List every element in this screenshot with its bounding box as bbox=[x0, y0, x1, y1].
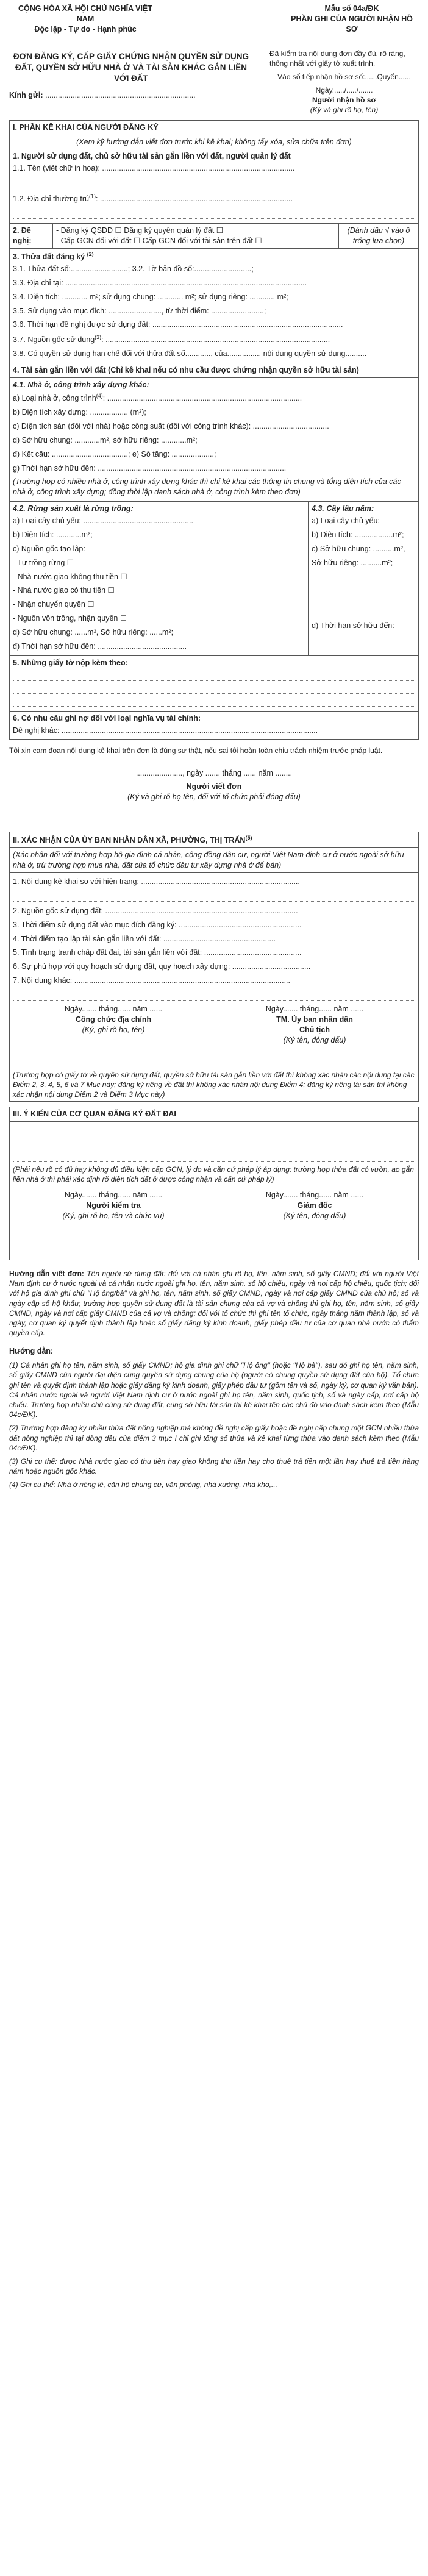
verify-declaration-line[interactable] bbox=[13, 891, 415, 902]
guide-item-1: (1) Cá nhân ghi họ tên, năm sinh, số giấy CMND; hộ gia đình ghi chữ "Hộ ông" (hoặc "Hộ bà"), sau đó ghi họ tên, năm sinh, số giấy CMND của người đại diện cùng quyền sử dụng chung của hộ (người có chung quyền sử dụng đất của hộ). Tổ chức ghi tên và quyết định thành lập hoặc giấy đăng ký kinh doanh, giấy phép đầu tư (gồm tên và số, ngày ký, cơ quan ký văn bản). Cá nhân nước ngoài và người Việt Nam định cư ở nước ngoài ghi họ tên, năm sinh, quốc tịch, số và ngày cấp, nơi cấp hộ chiếu. Trường hợp nhiều chủ cùng sử dụng đất, cùng sở hữu tài sản thì kê khai tên các chủ đó vào danh sách kèm theo (Mẫu 04c/ĐK). bbox=[9, 1361, 419, 1419]
director-sign-note: (Ký tên, đóng dấu) bbox=[283, 1211, 346, 1221]
writing-guide bbox=[9, 1269, 419, 1338]
part-3-heading: III. Ý KIẾN CỦA CƠ QUAN ĐĂNG KÝ ĐẤT ĐAI bbox=[13, 1110, 176, 1119]
inspector-title: Người kiểm tra bbox=[86, 1201, 141, 1210]
part-2-box bbox=[9, 832, 419, 1102]
guide-item-2: (2) Trường hợp đăng ký nhiều thửa đất nông nghiệp mà không đề nghị cấp giấy hoặc đề nghị cấp chung một GCN nhiều thửa đất nông nghiệp thì tại dòng đầu của điểm 3 mục I chỉ ghi tổng số thửa và kê khai từng thửa vào danh sách kèm theo (Mẫu 04c/ĐK). bbox=[9, 1424, 419, 1452]
committee-title: TM. Ủy ban nhân dân bbox=[276, 1015, 353, 1024]
inspector-sign-note: (Ký, ghi rõ họ, tên và chức vụ) bbox=[62, 1211, 165, 1221]
section-3-title: 3. Thửa đất đăng ký $^{(2)}$ bbox=[13, 251, 94, 262]
address-field-line[interactable] bbox=[13, 209, 415, 219]
parcel-area-field[interactable]: 3.4. Diện tích: ............ m²; sử dụng chung: ............ m²; sử dụng riêng: ............ m²; bbox=[13, 292, 288, 301]
section-2-label: 2. Đề nghị: bbox=[10, 224, 53, 248]
parcel-number-field[interactable]: 3.1. Thửa đất số:...........................; 3.2. Tờ bản đồ số:...........................; bbox=[13, 264, 254, 273]
forest-origin-free[interactable]: - Nhà nước giao không thu tiền ☐ bbox=[13, 572, 127, 581]
request-options-1[interactable]: - Đăng ký QSDĐ ☐ Đăng ký quyền quản lý đất ☐ bbox=[56, 226, 223, 235]
cadastral-sign-note: (Ký, ghi rõ họ, tên) bbox=[82, 1025, 145, 1034]
verify-dispute-field[interactable]: 5. Tình trạng tranh chấp đất đai, tài sản gắn liền với đất: .............................................. bbox=[13, 948, 302, 957]
forest-term-field[interactable]: đ) Thời hạn sở hữu đến: .......................................... bbox=[13, 641, 187, 651]
attachments-line-2[interactable] bbox=[13, 683, 415, 694]
building-type-field[interactable]: a) Loại nhà ở, công trình$^{(4)}$: ............................................................................................ bbox=[13, 392, 302, 403]
forest-tree-type-field[interactable]: a) Loại cây chủ yếu: .................................................... bbox=[13, 516, 193, 525]
applicant-sign-note: (Ký và ghi rõ họ tên, đối với tổ chức phải đóng dấu) bbox=[127, 793, 301, 802]
perennial-type-field[interactable]: a) Loại cây chủ yếu: bbox=[312, 516, 380, 525]
attachments-line-1[interactable] bbox=[13, 671, 415, 681]
part-3-box bbox=[9, 1107, 419, 1260]
opinion-line-3[interactable] bbox=[13, 1152, 415, 1162]
chairman-title: Chủ tịch bbox=[299, 1025, 330, 1034]
receiver-section-title: PHẦN GHI CỦA NGƯỜI NHẬN HỒ SƠ bbox=[291, 14, 413, 34]
forest-origin-transfer[interactable]: - Nhận chuyển quyền ☐ bbox=[13, 600, 95, 609]
guide-item-3: (3) Ghi cụ thể: được Nhà nước giao có thu tiền hay giao không thu tiền hay cho thuê trả tiền một lần hay thuê trả tiền hàng năm hoặc nguồn gốc khác. bbox=[9, 1457, 419, 1476]
nation-title: CỘNG HÒA XÃ HỘI CHỦ NGHĨA VIỆT NAM bbox=[18, 4, 152, 23]
section-4-1-title: 4.1. Nhà ở, công trình xây dựng khác: bbox=[13, 380, 149, 390]
director-date: Ngày....... tháng...... năm ...... bbox=[265, 1191, 364, 1200]
part-1-heading: I. PHẦN KÊ KHAI CỦA NGƯỜI ĐĂNG KÝ bbox=[13, 123, 159, 132]
checkbox-instruction: (Đánh dấu √ vào ô trống lựa chọn) bbox=[347, 226, 410, 246]
motto-divider: --------------- bbox=[62, 35, 109, 44]
forest-origin-self[interactable]: - Tự trồng rừng ☐ bbox=[13, 558, 74, 567]
forest-origin-capital[interactable]: - Nguồn vốn trồng, nhận quyền ☐ bbox=[13, 614, 127, 623]
other-request-field[interactable]: Đề nghị khác: ......................................................................................................................... bbox=[13, 726, 318, 735]
section-4-3-title: 4.3. Cây lâu năm: bbox=[312, 504, 374, 513]
attachments-line-3[interactable] bbox=[13, 696, 415, 707]
cadastral-officer-title: Công chức địa chính bbox=[75, 1015, 152, 1024]
applicant-title: Người viết đơn bbox=[186, 782, 242, 791]
perennial-common-field[interactable]: c) Sở hữu chung: ..........m², bbox=[312, 544, 405, 553]
restricted-use-field[interactable]: 3.8. Có quyền sử dụng hạn chế đối với thửa đất số............, của..............., nội dung quyền sử dụng.......... bbox=[13, 349, 367, 359]
forest-area-field[interactable]: b) Diện tích: ............m²; bbox=[13, 530, 93, 539]
verify-other-field[interactable]: 7. Nội dung khác: ...................................................................................................... bbox=[13, 976, 291, 985]
verify-declaration-field[interactable]: 1. Nội dung kê khai so với hiện trạng: ........................................................................... bbox=[13, 877, 300, 886]
section-6-title: 6. Có nhu cầu ghi nợ đối với loại nghĩa vụ tài chính: bbox=[13, 713, 201, 722]
section-4-2-title: 4.2. Rừng sản xuất là rừng trồng: bbox=[13, 504, 134, 513]
part-1-note: (Xem kỹ hướng dẫn viết đơn trước khi kê khai; không tẩy xóa, sửa chữa trên đơn) bbox=[10, 135, 418, 149]
part-1-box bbox=[9, 120, 419, 740]
kinh-gui-label: Kính gửi: bbox=[9, 91, 43, 100]
receiver-title: Người nhận hồ sơ bbox=[312, 96, 377, 105]
perennial-private-field[interactable]: Sở hữu riêng: ..........m²; bbox=[312, 558, 393, 567]
part-3-note: (Phải nêu rõ có đủ hay không đủ điều kiện cấp GCN, lý do và căn cứ pháp lý áp dụng; trường hợp thửa đất có vườn, ao gắn liền nhà ở thì phải xác định rõ diện tích đất ở được công nhận và căn cứ pháp lý) bbox=[13, 1165, 414, 1184]
name-field[interactable]: 1.1. Tên (viết chữ in hoa): ........................................................................................... bbox=[13, 164, 295, 173]
verify-use-time-field[interactable]: 3. Thời điểm sử dụng đất vào mục đích đăng ký: .......................................................... bbox=[13, 920, 302, 929]
part-2-heading: II. XÁC NHẬN CỦA ỦY BAN NHÂN DÂN XÃ, PHƯỜNG, THỊ TRẤN$^{(5)}$ bbox=[13, 835, 252, 845]
floor-area-field[interactable]: c) Diện tích sàn (đối với nhà) hoặc công suất (đối với công trình khác): .................................... bbox=[13, 421, 329, 430]
receiver-sign-note: (Ký và ghi rõ họ, tên) bbox=[310, 105, 379, 115]
building-ownership-field[interactable]: d) Sở hữu chung: ............m², sở hữu riêng: ............m²; bbox=[13, 435, 198, 444]
applicant-date: ......................, ngày ....... tháng ...... năm ........ bbox=[135, 768, 293, 777]
writing-guide-heading: Hướng dẫn viết đơn: bbox=[9, 1269, 84, 1279]
cadastral-date: Ngày....... tháng...... năm ...... bbox=[64, 1005, 163, 1014]
guide-item-4: (4) Ghi cụ thể: Nhà ở riêng lẻ, căn hộ chung cư, văn phòng, nhà xưởng, nhà kho,... bbox=[9, 1480, 277, 1490]
kinh-gui-field[interactable]: ....................................................................... bbox=[45, 91, 196, 100]
section-4-title: 4. Tài sản gắn liền với đất (Chỉ kê khai nếu có nhu cầu được chứng nhận quyền sở hữu tài sản) bbox=[10, 363, 418, 377]
land-use-term-field[interactable]: 3.6. Thời hạn đề nghị được sử dụng đất: .......................................................................................... bbox=[13, 320, 343, 329]
land-origin-field[interactable]: 3.7. Nguồn gốc sử dụng$^{(3)}$: .......................................................................................................... bbox=[13, 334, 330, 344]
motto: Độc lập - Tự do - Hạnh phúc bbox=[34, 24, 137, 34]
form-page bbox=[9, 0, 419, 1490]
land-use-purpose-field[interactable]: 3.5. Sử dụng vào mục đích: ........................., từ thời điểm: .........................; bbox=[13, 306, 266, 315]
form-title: ĐƠN ĐĂNG KÝ, CẤP GIẤY CHỨNG NHẬN QUYỀN SỬ DỤNG ĐẤT, QUYỀN SỞ HỮU NHÀ Ở VÀ TÀI SẢN KHÁC GẮN LIỀN VỚI ĐẤT bbox=[13, 51, 249, 83]
building-note: (Trường hợp có nhiều nhà ở, công trình xây dựng khác thì chỉ kê khai các thông tin chung và tổng diện tích của các nhà ở, công trình xây dựng; đồng thời lập danh sách nhà ở, công trình kèm theo đơn) bbox=[13, 477, 401, 497]
request-options-2[interactable]: - Cấp GCN đối với đất ☐ Cấp GCN đối với tài sản trên đất ☐ bbox=[56, 237, 262, 246]
opinion-line-1[interactable] bbox=[13, 1126, 415, 1136]
director-title: Giám đốc bbox=[297, 1201, 332, 1210]
name-field-line[interactable] bbox=[13, 178, 415, 188]
writing-guide-text: Tên người sử dụng đất: đối với cá nhân ghi rõ họ, tên, năm sinh, số giấy CMND; đối với người Việt Nam định cư ở nước ngoài và cá nhân nước ngoài ghi họ, tên, năm sinh, số hộ chiếu, ngày và nơi cấp hộ chiếu, quốc tịch; đối với hộ gia đình ghi chữ "Hộ ông/bà" và ghi họ, tên, năm sinh, số giấy CMND, ngày và nơi cấp giấy CMND của chủ hộ; số và ngày cấp sổ hộ khẩu; trường hợp quyền sử dụng đất là tài sản chung của cả vợ và chồng thì ghi họ, tên, năm sinh, số giấy CMND, ngày và nơi cấp giấy CMND của cả vợ và chồng; đối với tổ chức thì ghi tên tổ chức, ngày tháng năm thành lập, số và ngày, cơ quan ký quyết định thành lập hoặc số giấy đăng ký kinh doanh, giấy phép đầu tư của cơ quan nhà nước có thẩm quyền cấp. bbox=[9, 1269, 419, 1338]
verify-origin-field[interactable]: 2. Nguồn gốc sử dụng đất: ........................................................................................... bbox=[13, 906, 298, 915]
perennial-area-field[interactable]: b) Diện tích: ..................m²; bbox=[312, 530, 404, 539]
receiver-register-text: Vào sổ tiếp nhận hồ sơ số:......Quyển...... bbox=[277, 72, 411, 81]
address-field[interactable]: 1.2. Địa chỉ thường trú$^{(1)}$: ........................................................................................... bbox=[13, 193, 293, 204]
building-area-field[interactable]: b) Diện tích xây dựng: .................. (m²); bbox=[13, 408, 146, 416]
verify-planning-field[interactable]: 6. Sự phù hợp với quy hoạch sử dụng đất, quy hoạch xây dựng: ..................................... bbox=[13, 962, 311, 971]
inspector-date: Ngày....... tháng...... năm ...... bbox=[64, 1191, 163, 1200]
section-5-title: 5. Những giấy tờ nộp kèm theo: bbox=[13, 658, 128, 667]
section-1-title: 1. Người sử dụng đất, chủ sở hữu tài sản gắn liền với đất, người quản lý đất bbox=[13, 152, 291, 161]
form-number: Mẫu số 04a/ĐK bbox=[324, 4, 379, 13]
part-2-footnote: (Trường hợp có giấy tờ về quyền sử dụng đất, quyền sở hữu tài sản gắn liền với đất thì không xác nhận các nội dung tại các Điểm 2, 3, 4, 5, 6 và 7 Mục này; đăng ký riêng về đất thì không xác nhận nội dung Điểm 4; đăng ký riêng tài sản thì không xác nhận nội dung Điểm 2 và Điểm 3 Mục này) bbox=[13, 1070, 415, 1099]
verify-asset-time-field[interactable]: 4. Thời điểm tạo lập tài sản gắn liền với đất: ..................................................... bbox=[13, 934, 276, 943]
commitment-text: Tôi xin cam đoan nội dung kê khai trên đơn là đúng sự thật, nếu sai tôi hoàn toàn chịu trách nhiệm trước pháp luật. bbox=[9, 746, 383, 755]
building-term-field[interactable]: g) Thời hạn sở hữu đến: ......................................................................................... bbox=[13, 463, 287, 473]
receiver-date: Ngày....../...../....... bbox=[315, 86, 373, 95]
parcel-address-field[interactable]: 3.3. Địa chỉ tại: .................................................................................................................. bbox=[13, 278, 307, 287]
guide-heading: Hướng dẫn: bbox=[9, 1347, 54, 1356]
committee-sign-note: (Ký tên, đóng dấu) bbox=[283, 1035, 346, 1044]
opinion-line-2[interactable] bbox=[13, 1139, 415, 1149]
forest-origin-paid[interactable]: - Nhà nước giao có thu tiền ☐ bbox=[13, 586, 115, 595]
forest-origin-label: c) Nguồn gốc tạo lập: bbox=[13, 544, 85, 553]
committee-date: Ngày....... tháng...... năm ...... bbox=[265, 1005, 364, 1014]
form-header bbox=[9, 4, 419, 45]
structure-field[interactable]: đ) Kết cấu: ....................................; e) Số tầng: ....................; bbox=[13, 449, 216, 458]
forest-ownership-field[interactable]: d) Sở hữu chung: ......m², Sở hữu riêng: ......m²; bbox=[13, 628, 174, 637]
perennial-term-field[interactable]: d) Thời hạn sở hữu đến: bbox=[312, 621, 394, 630]
receiver-check-text: Đã kiểm tra nội dung đơn đầy đủ, rõ ràng, thống nhất với giấy tờ xuất trình. bbox=[269, 49, 405, 68]
verify-other-line[interactable] bbox=[13, 990, 415, 1001]
part-2-note: (Xác nhận đối với trường hợp hộ gia đình cá nhân, cộng đồng dân cư, người Việt Nam định cư ở nước ngoài sở hữu nhà ở, trừ trường hợp mua nhà, đất của tổ chức đầu tư xây dựng nhà ở để bán) bbox=[10, 847, 418, 872]
